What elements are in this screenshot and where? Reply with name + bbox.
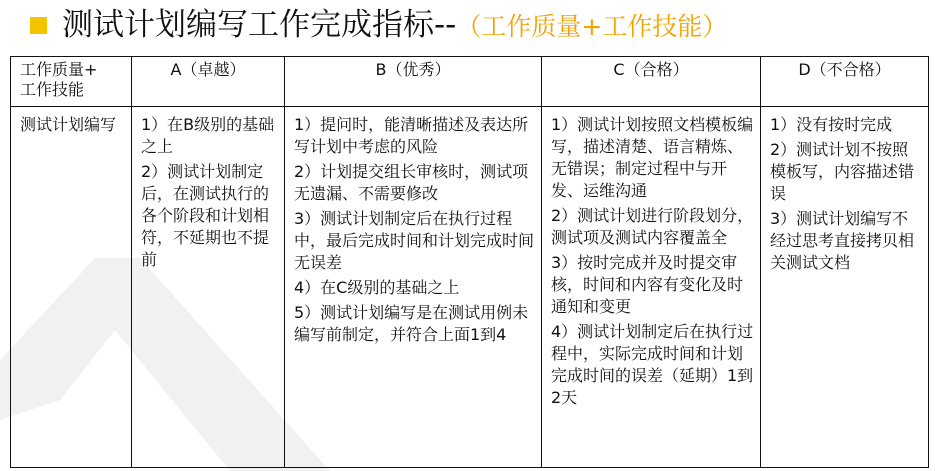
column-header-c: C（合格） [542,57,761,107]
list-item: 1）提问时，能清晰描述及表达所写计划中考虑的风险 [294,115,529,156]
list-item: 1）在B级别的基础之上 [141,115,275,156]
corner-line: 工作质量+ [20,60,98,79]
criteria-row [11,107,929,468]
column-header-b: B（优秀） [285,57,542,107]
row-label: 测试计划编写 [11,107,132,468]
list-item: 3）测试计划制定后在执行过程中，最后完成时间和计划完成时间无误差 [294,209,535,272]
cell-a [132,107,285,468]
list-item: 3）测试计划编写不经过思考直接拷贝相关测试文档 [770,209,915,272]
cell-d [761,107,929,468]
title-bullet [30,17,47,34]
slide-title [62,2,727,50]
slide-header [0,0,935,50]
criteria-table [10,56,929,468]
column-header-a: A（卓越） [132,57,285,107]
header-row [11,57,929,107]
list-item: 5）测试计划编写是在测试用例未编写前制定，并符合上面1到4 [294,303,529,344]
cell-c [542,107,761,468]
list-item: 2）测试计划制定后，在测试执行的各个阶段和计划相符，不延期也不提前 [141,162,270,269]
list-item: 1）测试计划按照文档模板编写，描述清楚、语言精炼、无错误；制定过程中与开发、运维沟通 [551,115,754,200]
corner-cell [11,57,132,107]
cell-b [285,107,542,468]
title-main: 测试计划编写工作完成指标-- [62,7,457,43]
list-item: 4）测试计划制定后在执行过程中，实际完成时间和计划完成时间的误差（延期）1到2天 [551,322,754,407]
column-header-d: D（不合格） [761,57,929,107]
list-item: 4）在C级别的基础之上 [294,278,460,297]
corner-line: 工作技能 [20,80,85,99]
list-item: 2）测试计划进行阶段划分，测试项及测试内容覆盖全 [551,206,754,247]
list-item: 2）测试计划不按照模板写，内容描述错误 [770,140,915,203]
list-item: 3）按时完成并及时提交审核，时间和内容有变化及时通知和变更 [551,253,744,316]
list-item: 2）计划提交组长审核时，测试项无遗漏、不需要修改 [294,162,529,203]
list-item: 1）没有按时完成 [770,115,893,134]
title-subtitle: （工作质量+工作技能） [456,12,728,41]
